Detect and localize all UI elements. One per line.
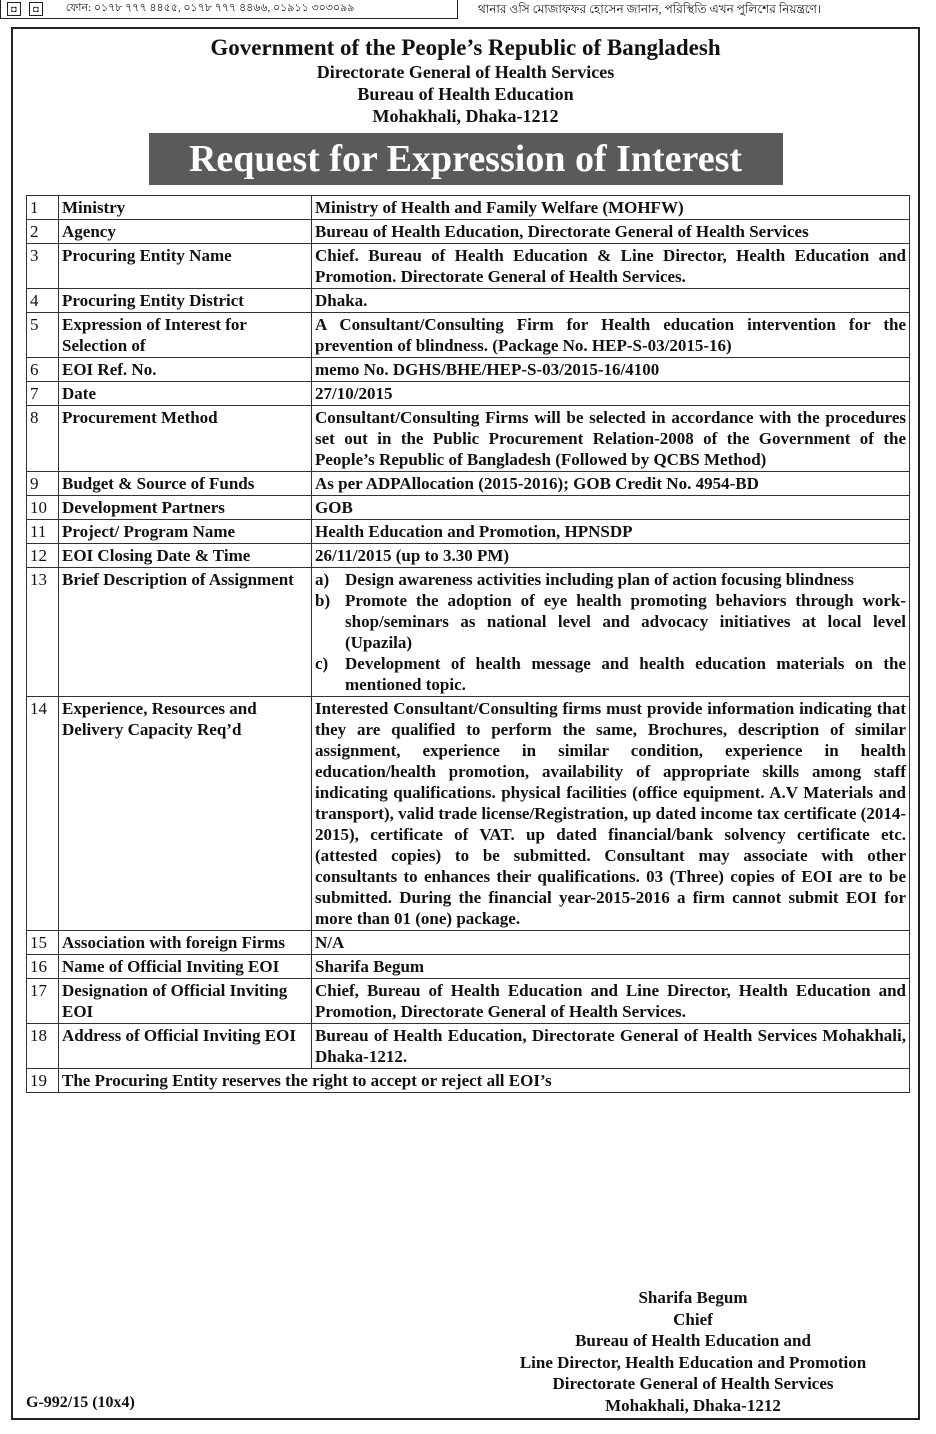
government-reference: G-992/15 (10x4) (26, 1394, 135, 1411)
advert-box (0, 0, 458, 19)
row-label: Association with foreign Firms (59, 931, 312, 955)
row-value: Bureau of Health Education, Directorate General of Health Services (312, 220, 910, 244)
row-label: Experience, Resources and Delivery Capacity Req’d (59, 697, 312, 931)
table-row (27, 220, 910, 244)
row-value: Chief, Bureau of Health Education and Line Director, Health Education and Promotion, Directorate General of Health Services. (312, 979, 910, 1024)
row-number: 10 (27, 496, 59, 520)
eoi-table (26, 195, 910, 1093)
list-marker: c) (315, 654, 329, 673)
row-value: 26/11/2015 (up to 3.30 PM) (312, 544, 910, 568)
row-value: memo No. DGHS/BHE/HEP-S-03/2015-16/4100 (312, 358, 910, 382)
assignment-list (315, 569, 906, 695)
row-statement: The Procuring Entity reserves the right to accept or reject all EOI’s (59, 1069, 910, 1093)
top-newspaper-strip (0, 0, 936, 22)
table-row (27, 472, 910, 496)
table-row (27, 244, 910, 289)
list-item (315, 590, 906, 653)
table-row (27, 697, 910, 931)
row-number: 19 (27, 1069, 59, 1093)
row-value: Ministry of Health and Family Welfare (MOHFW) (312, 196, 910, 220)
table-row (27, 496, 910, 520)
row-value: N/A (312, 931, 910, 955)
row-number: 7 (27, 382, 59, 406)
row-label: Address of Official Inviting EOI (59, 1024, 312, 1069)
table-row (27, 979, 910, 1024)
row-number: 3 (27, 244, 59, 289)
table-row (27, 1024, 910, 1069)
eoi-table-body (27, 196, 910, 1093)
office-address: Mohakhali, Dhaka-1212 (372, 106, 559, 126)
table-row (27, 382, 910, 406)
row-label: Date (59, 382, 312, 406)
news-snippet: থানার ওসি মোজাফফর হোসেন জানান, পরিস্থিতি এখন পুলিশের নিয়ন্ত্রণে। (478, 2, 822, 16)
logo-icon: ◘ (29, 2, 43, 16)
table-row (27, 196, 910, 220)
signatory-line: Mohakhali, Dhaka-1212 (605, 1395, 781, 1415)
government-title: Government of the People’s Republic of Bangladesh (210, 35, 721, 60)
bureau-title: Bureau of Health Education (357, 84, 574, 104)
table-row (27, 313, 910, 358)
table-row (27, 544, 910, 568)
signatory-line: Line Director, Health Education and Promotion (519, 1352, 867, 1372)
row-value: Sharifa Begum (312, 955, 910, 979)
signatory-line: Directorate General of Health Services (552, 1374, 834, 1393)
logo-icon: ◘ (7, 2, 21, 16)
row-value: GOB (312, 496, 910, 520)
list-item (315, 653, 906, 695)
row-label: Expression of Interest for Selection of (59, 313, 312, 358)
row-number: 6 (27, 358, 59, 382)
row-number: 13 (27, 568, 59, 697)
row-number: 17 (27, 979, 59, 1024)
row-number: 18 (27, 1024, 59, 1069)
row-value: Interested Consultant/Consulting firms must provide information indicating that they are qualified to perform the same, Brochures, description of similar assignment, experience in similar condition, experience in health education/health promotion, availability of appropriate skills among staff indicating qualifications. physical facilities (office equipment. A.V Materials and transport), valid trade license/Registration, up dated income tax certificate (2014-2015), certificate of VAT. up dated financial/bank solvency certificate etc. (attested copies) to be submitted. Consultant may associate with other consultants to enhances their qualifications. 03 (Three) copies of EOI are to be submitted. During the financial year-2015-2016 a firm cannot submit EOI for more than 01 (one) package. (312, 697, 910, 931)
row-label: Procurement Method (59, 406, 312, 472)
table-row (27, 406, 910, 472)
row-value: As per ADPAllocation (2015-2016); GOB Credit No. 4954-BD (312, 472, 910, 496)
header (13, 35, 918, 127)
table-row (27, 289, 910, 313)
row-value: A Consultant/Consulting Firm for Health education intervention for the prevention of blindness. (Package No. HEP-S-03/2015-16) (312, 313, 910, 358)
notice-banner: Request for Expression of Interest (149, 133, 783, 185)
row-value: 27/10/2015 (312, 382, 910, 406)
row-label: Procuring Entity Name (59, 244, 312, 289)
row-label: Project/ Program Name (59, 520, 312, 544)
table-row (27, 931, 910, 955)
row-value: Chief. Bureau of Health Education & Line Director, Health Education and Promotion. Directorate General of Health Services. (312, 244, 910, 289)
signatory-name: Sharifa Begum (638, 1288, 748, 1307)
row-number: 4 (27, 289, 59, 313)
row-number: 1 (27, 196, 59, 220)
row-number: 8 (27, 406, 59, 472)
row-label: Brief Description of Assignment (59, 568, 312, 697)
list-text: Development of health message and health education materials on the mentioned topic. (345, 654, 906, 694)
row-number: 11 (27, 520, 59, 544)
signature-block (493, 1287, 893, 1416)
row-label: Ministry (59, 196, 312, 220)
row-label: Development Partners (59, 496, 312, 520)
row-value: Consultant/Consulting Firms will be selected in accordance with the procedures set out in the Public Procurement Relation-2008 of the Government of the People’s Republic of Bangladesh (Followed by QCBS Method) (312, 406, 910, 472)
row-label: EOI Ref. No. (59, 358, 312, 382)
row-value: Health Education and Promotion, HPNSDP (312, 520, 910, 544)
row-number: 9 (27, 472, 59, 496)
row-label: Designation of Official Inviting EOI (59, 979, 312, 1024)
row-value (312, 568, 910, 697)
row-value: Dhaka. (312, 289, 910, 313)
row-label: Budget & Source of Funds (59, 472, 312, 496)
list-item (315, 569, 906, 590)
directorate-title: Directorate General of Health Services (316, 62, 615, 82)
row-number: 15 (27, 931, 59, 955)
table-row (27, 1069, 910, 1093)
row-number: 12 (27, 544, 59, 568)
table-row (27, 358, 910, 382)
row-number: 16 (27, 955, 59, 979)
list-text: Promote the adoption of eye health promoting behaviors through work-shop/seminars as national level and advocacy initiatives at local level (Upazila) (345, 591, 906, 652)
list-marker: b) (315, 591, 331, 610)
phone-numbers: ফোন: ০১৭৮ ৭৭৭ ৪৪৫৫, ০১৭৮ ৭৭৭ ৪৪৬৬, ০১৯১১ ৩০৩০৯৯ (65, 2, 355, 14)
list-marker: a) (315, 570, 330, 589)
row-label: EOI Closing Date & Time (59, 544, 312, 568)
row-label: Name of Official Inviting EOI (59, 955, 312, 979)
row-label: Procuring Entity District (59, 289, 312, 313)
table-row (27, 955, 910, 979)
signatory-line: Bureau of Health Education and (575, 1331, 811, 1350)
row-label: Agency (59, 220, 312, 244)
row-number: 2 (27, 220, 59, 244)
notice-frame (11, 27, 920, 1420)
table-row (27, 520, 910, 544)
signatory-title: Chief (673, 1309, 713, 1329)
row-number: 14 (27, 697, 59, 931)
table-row (27, 568, 910, 697)
list-text: Design awareness activities including plan of action focusing blindness (345, 570, 854, 589)
row-value: Bureau of Health Education, Directorate General of Health Services Mohakhali, Dhaka-1212. (312, 1024, 910, 1069)
row-number: 5 (27, 313, 59, 358)
